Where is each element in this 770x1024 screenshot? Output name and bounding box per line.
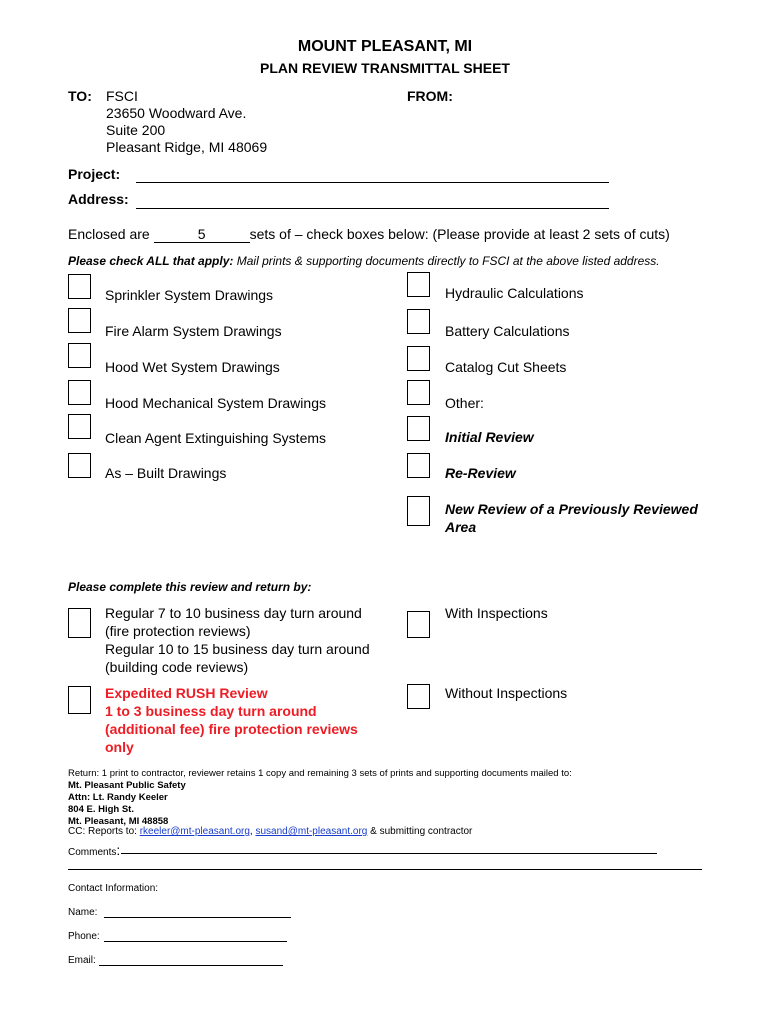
regular-line-2: (fire protection reviews): [105, 623, 251, 639]
regular-line-3: Regular 10 to 15 business day turn around: [105, 641, 370, 657]
with-inspections-label: With Inspections: [445, 605, 548, 621]
contact-email-field[interactable]: [99, 965, 283, 966]
enclosed-count-field[interactable]: 5: [154, 226, 250, 243]
other-label: Other:: [445, 395, 484, 411]
return-by-heading: Please complete this review and return by:: [68, 580, 312, 594]
hydraulic-calculations-checkbox[interactable]: [407, 272, 430, 297]
catalog-cut-sheets-checkbox[interactable]: [407, 346, 430, 371]
re-review-label: Re-Review: [445, 465, 516, 481]
contact-phone-label: Phone:: [68, 931, 100, 942]
page-subtitle: PLAN REVIEW TRANSMITTAL SHEET: [260, 60, 510, 76]
re-review-checkbox[interactable]: [407, 453, 430, 478]
mail-line-2: Attn: Lt. Randy Keeler: [68, 792, 168, 803]
new-review-label-line-2: Area: [445, 519, 477, 535]
enclosed-line: [68, 226, 670, 243]
battery-calculations-label: Battery Calculations: [445, 323, 570, 339]
contact-email-label: Email:: [68, 955, 96, 966]
hydraulic-calculations-label: Hydraulic Calculations: [445, 285, 584, 301]
to-label: TO:: [68, 88, 92, 104]
as-built-drawings-label: As – Built Drawings: [105, 465, 227, 481]
instructions-bold: Please check ALL that apply:: [68, 254, 234, 268]
comments-label: Comments:: [68, 842, 121, 858]
cc-line: [68, 826, 472, 837]
sprinkler-drawings-label: Sprinkler System Drawings: [105, 287, 274, 303]
rush-line-1: Expedited RUSH Review: [105, 685, 268, 701]
hood-wet-drawings-label: Hood Wet System Drawings: [105, 359, 280, 375]
cc-separator: ,: [249, 826, 256, 837]
hood-wet-drawings-checkbox[interactable]: [68, 343, 91, 368]
address-label: Address:: [68, 191, 129, 207]
fire-alarm-drawings-checkbox[interactable]: [68, 308, 91, 333]
page-title: MOUNT PLEASANT, MI: [297, 38, 473, 55]
without-inspections-label: Without Inspections: [445, 685, 568, 701]
from-label: FROM:: [407, 88, 453, 104]
regular-line-1: Regular 7 to 10 business day turn around: [105, 605, 362, 621]
rush-line-2: 1 to 3 business day turn around: [105, 703, 317, 719]
to-line-1: FSCI: [106, 88, 138, 104]
regular-turnaround-checkbox[interactable]: [68, 608, 91, 638]
hood-mechanical-drawings-label: Hood Mechanical System Drawings: [105, 395, 326, 411]
fire-alarm-drawings-label: Fire Alarm System Drawings: [105, 323, 282, 339]
mail-line-3: 804 E. High St.: [68, 804, 134, 815]
cc-suffix: & submitting contractor: [367, 826, 473, 837]
contact-name-field[interactable]: [104, 917, 291, 918]
instructions: [68, 254, 660, 268]
address-field[interactable]: [136, 208, 609, 209]
return-note: Return: 1 print to contractor, reviewer retains 1 copy and remaining 3 sets of prints and supporting documents mailed to:: [68, 768, 572, 779]
enclosed-suffix: sets of – check boxes below: (Please provide at least 2 sets of cuts): [249, 226, 670, 242]
contact-heading: Contact Information:: [68, 883, 159, 894]
battery-calculations-checkbox[interactable]: [407, 309, 430, 334]
rush-line-4: only: [105, 739, 134, 755]
initial-review-label: Initial Review: [445, 429, 534, 445]
new-review-checkbox[interactable]: [407, 496, 430, 526]
to-line-3: Suite 200: [106, 122, 166, 138]
contact-phone-field[interactable]: [104, 941, 287, 942]
mail-line-1: Mt. Pleasant Public Safety: [68, 780, 186, 791]
contact-name-label: Name:: [68, 907, 98, 918]
comments-label-text: Comments: [68, 847, 117, 858]
without-inspections-checkbox[interactable]: [407, 684, 430, 709]
cc-prefix: CC: Reports to:: [68, 826, 140, 837]
instructions-rest: Mail prints & supporting documents directly to FSCI at the above listed address.: [233, 254, 660, 268]
as-built-drawings-checkbox[interactable]: [68, 453, 91, 478]
sprinkler-drawings-checkbox[interactable]: [68, 274, 91, 299]
other-checkbox[interactable]: [407, 380, 430, 405]
comments-field[interactable]: [121, 853, 657, 854]
catalog-cut-sheets-label: Catalog Cut Sheets: [445, 359, 567, 375]
enclosed-prefix: Enclosed are: [68, 226, 150, 242]
to-line-4: Pleasant Ridge, MI 48069: [106, 139, 268, 155]
rush-line-3: (additional fee) fire protection reviews: [105, 721, 358, 737]
with-inspections-checkbox[interactable]: [407, 611, 430, 638]
new-review-label: New Review of a Previously Reviewed: [445, 501, 698, 517]
cc-email-susand-link[interactable]: susand@mt-pleasant.org: [255, 826, 368, 837]
to-line-2: 23650 Woodward Ave.: [106, 105, 247, 121]
initial-review-checkbox[interactable]: [407, 416, 430, 441]
clean-agent-label: Clean Agent Extinguishing Systems: [105, 430, 327, 446]
project-label: Project:: [68, 166, 121, 182]
rush-review-checkbox[interactable]: [68, 686, 91, 714]
regular-line-4: (building code reviews): [105, 659, 249, 675]
clean-agent-checkbox[interactable]: [68, 414, 91, 439]
hood-mechanical-drawings-checkbox[interactable]: [68, 380, 91, 405]
mail-line-4: Mt. Pleasant, MI 48858: [68, 816, 169, 827]
comments-field-line-2[interactable]: [68, 869, 702, 870]
cc-email-keeler-link[interactable]: rkeeler@mt-pleasant.org: [139, 826, 250, 837]
project-field[interactable]: [136, 182, 609, 183]
